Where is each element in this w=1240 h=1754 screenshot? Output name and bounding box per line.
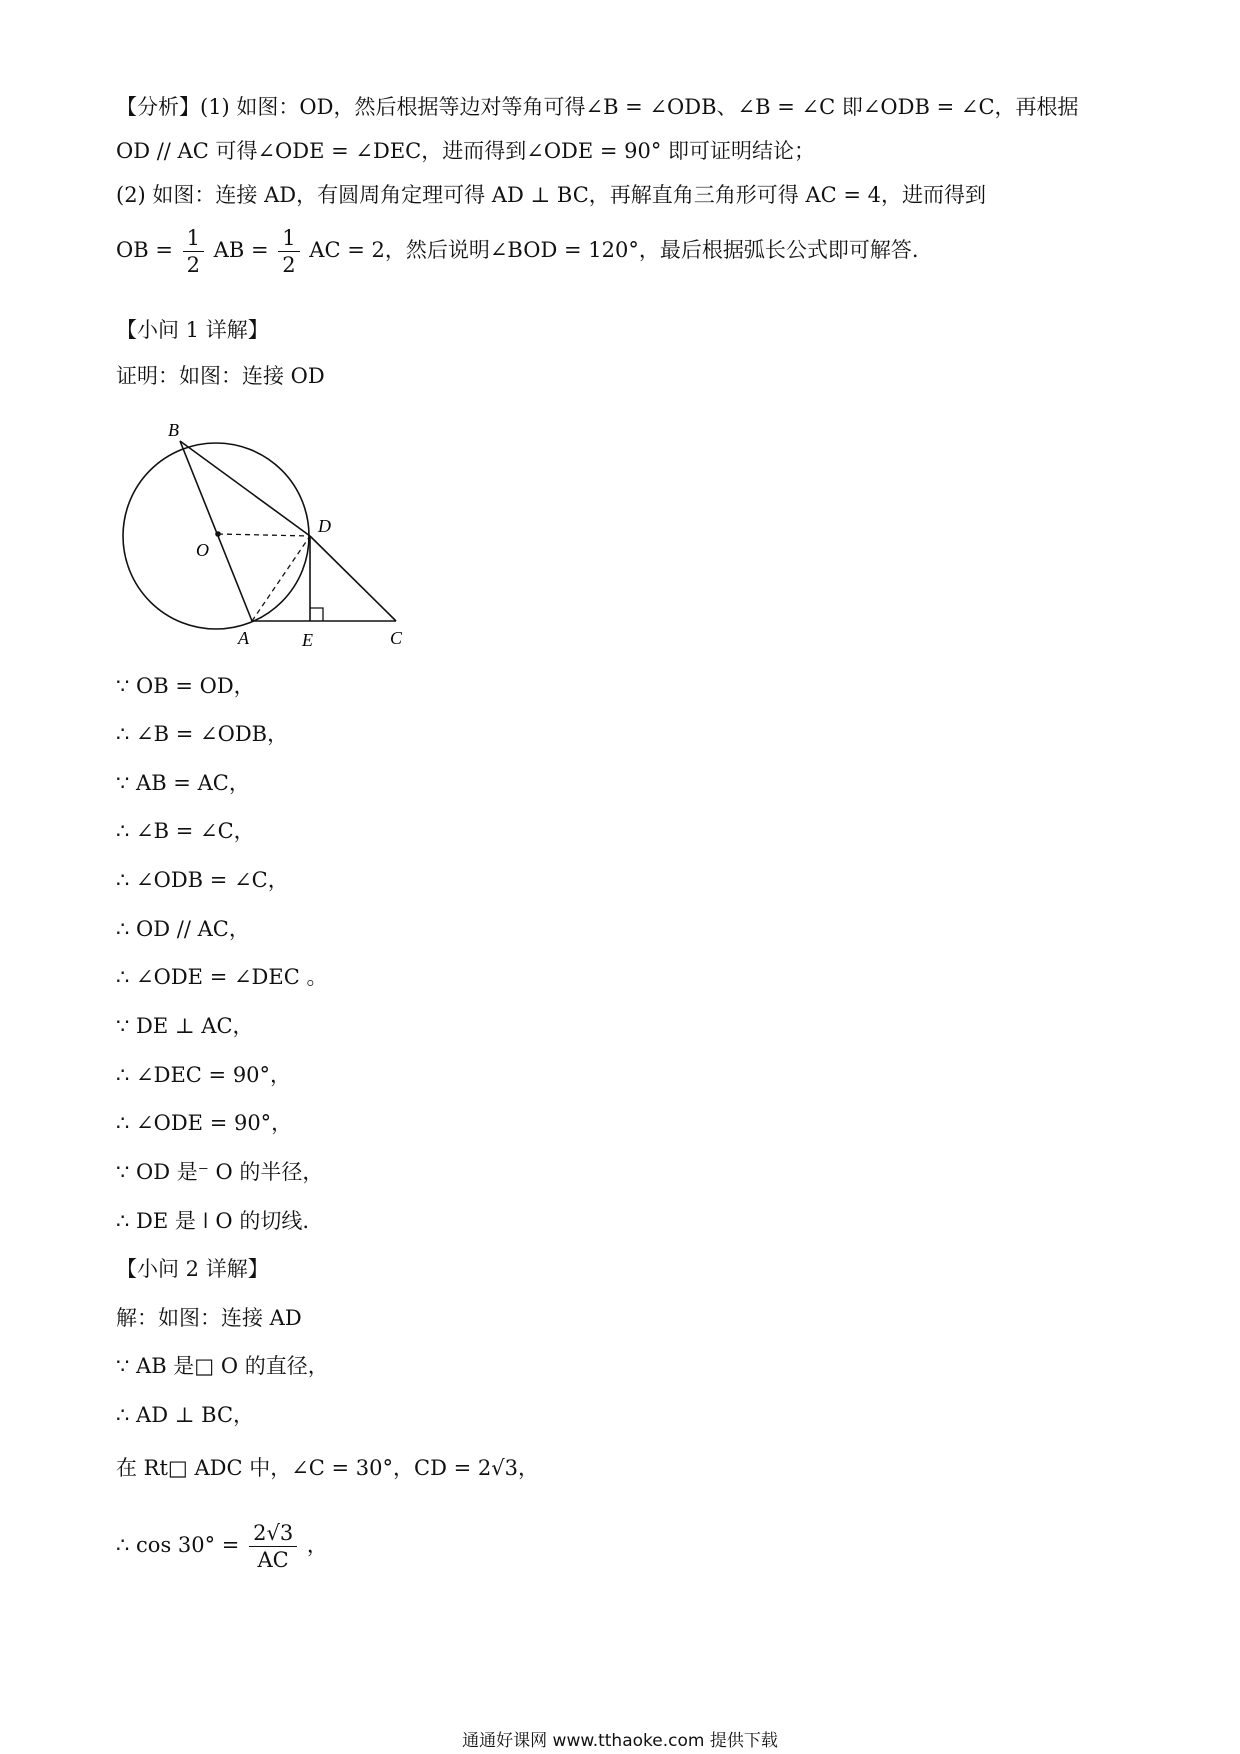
label-d: D [318,516,331,536]
cos-equation [116,1512,1180,1578]
label-a: A [238,628,249,648]
cos-fraction-denominator: AC [257,1548,289,1572]
solution-step: ∴ AD ⊥ BC， [116,1403,255,1427]
proof-step: ∴ ∠DEC = 90°， [116,1063,292,1087]
proof-step: ∴ OD // AC， [116,917,250,941]
cos-equation-pre: ∴ cos 30° = [116,1533,240,1557]
proof-step: ∴ ∠B = ∠C， [116,819,255,843]
proof-step: ∵ OD 是⁻ O 的半径， [116,1160,324,1184]
label-o: O [196,540,209,560]
fraction-denominator: 2 [282,253,296,277]
cos-fraction-numerator: 2√3 [249,1520,297,1547]
label-c: C [390,628,403,648]
analysis-line-2: OD // AC 可得∠ODE = ∠DEC，进而得到∠ODE = 90° 即可证明结论； [116,139,816,163]
part2-title: 【小问 2 详解】 [116,1257,269,1281]
part1-title: 【小问 1 详解】 [116,318,269,342]
geometry-figure [106,412,466,652]
half-fraction-1 [183,225,204,278]
proof-step: ∴ ∠B = ∠ODB， [116,722,289,746]
label-e: E [302,630,313,650]
proof-step: ∴ DE 是 ǀ O 的切线. [116,1209,309,1233]
fraction-numerator: 1 [183,225,204,252]
proof-step: ∴ ∠ODB = ∠C， [116,868,289,892]
page-footer: 通通好课网 www.tthaoke.com 提供下载 [462,1731,778,1751]
right-angle-mark [310,608,323,621]
cos-equation-post: ， [306,1533,328,1557]
solution-step: ∵ AB 是□ O 的直径， [116,1354,329,1378]
proof-step: ∴ ∠ODE = ∠DEC 。 [116,965,328,989]
analysis-line-4-rest: AC = 2，然后说明∠BOD = 120°，最后根据弧长公式即可解答. [309,238,919,262]
center-point-o [215,531,221,537]
proof-step: ∴ ∠ODE = 90°， [116,1111,293,1135]
analysis-line-3: (2) 如图：连接 AD，有圆周角定理可得 AD ⊥ BC，再解直角三角形可得 AC = 4，进而得到 [116,183,986,207]
part2-intro: 解：如图：连接 AD [116,1306,302,1330]
proof-step: ∵ DE ⊥ AC， [116,1014,254,1038]
label-b: B [168,420,179,440]
proof-step: ∵ OB = OD， [116,674,255,698]
proof-step: ∵ AB = AC， [116,771,250,795]
analysis-line-4-pre: OB = [116,238,173,262]
segment-od-dashed [218,534,310,536]
cos-fraction [249,1520,297,1573]
part1-intro: 证明：如图：连接 OD [116,364,325,388]
analysis-line-4-mid: AB = [213,238,269,262]
solution-step: 在 Rt□ ADC 中，∠C = 30°，CD = 2√3， [116,1456,539,1480]
analysis-line-4 [116,222,1180,278]
analysis-line-1: 【分析】(1) 如图：OD，然后根据等边对等角可得∠B = ∠ODB、∠B = ∠C 即∠ODB = ∠C，再根据 [116,95,1079,119]
half-fraction-2 [278,225,299,278]
fraction-denominator: 2 [186,253,200,277]
segment-ad-dashed [252,536,310,621]
fraction-numerator: 1 [278,225,299,252]
